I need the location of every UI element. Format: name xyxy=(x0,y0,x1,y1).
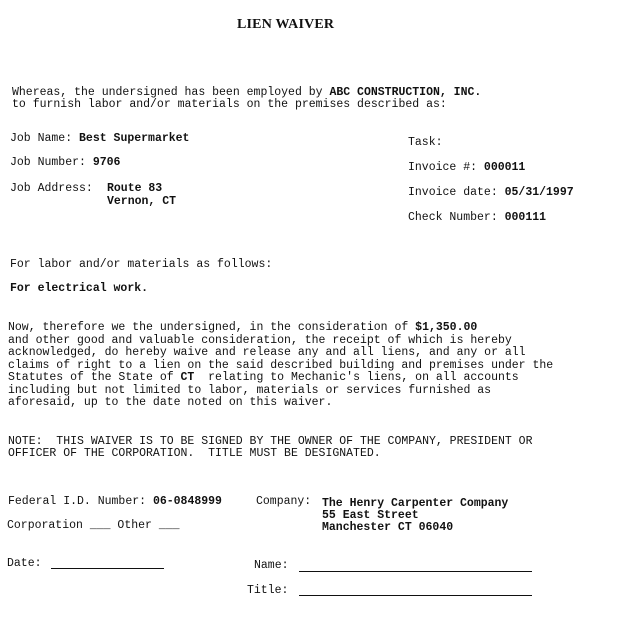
consideration-line1-text: Now, therefore we the undersigned, in the consideration of xyxy=(8,321,416,334)
company-name: The Henry Carpenter Company xyxy=(322,497,509,510)
consideration-line2: and other good and valuable consideration, the receipt of which is hereby xyxy=(8,333,512,347)
check-value: 000111 xyxy=(504,211,547,224)
check-label: Check Number: xyxy=(408,211,498,224)
employer-name: ABC CONSTRUCTION, INC. xyxy=(329,86,482,99)
job-address-line1: Route 83 xyxy=(107,182,163,195)
invoice-row xyxy=(408,161,525,174)
job-name-value: Best Supermarket xyxy=(79,132,190,145)
labor-label: For labor and/or materials as follows: xyxy=(10,258,273,271)
job-name-label: Job Name: xyxy=(10,132,73,145)
note-line1: NOTE: THIS WAIVER IS TO BE SIGNED BY THE OWNER OF THE COMPANY, PRESIDENT OR xyxy=(8,435,533,448)
date-label: Date: xyxy=(7,557,42,570)
company-city: Manchester CT 06040 xyxy=(322,521,454,534)
title-signature-line[interactable] xyxy=(299,595,532,596)
job-number-label: Job Number: xyxy=(10,156,86,169)
federal-id-value: 06-0848999 xyxy=(152,495,222,508)
labor-description: For electrical work. xyxy=(10,282,149,295)
federal-id-label: Federal I.D. Number: xyxy=(8,495,147,508)
consideration-state: CT xyxy=(180,371,195,384)
consideration-line3: acknowledged, do hereby waive and release any and all liens, and any or all xyxy=(8,346,526,359)
consideration-line1 xyxy=(8,321,477,334)
task-label: Task: xyxy=(408,136,443,149)
job-name-row xyxy=(10,132,189,145)
invoice-date-row xyxy=(408,186,574,199)
consideration-line5-suffix: relating to Mechanic's liens, on all accounts xyxy=(194,371,519,384)
check-row xyxy=(408,211,546,224)
corporation-row: Corporation ___ Other ___ xyxy=(7,519,180,532)
federal-id-row xyxy=(8,495,222,508)
consideration-amount: $1,350.00 xyxy=(415,321,478,334)
consideration-line6: including but not limited to labor, materials or services furnished as xyxy=(8,383,492,397)
page-title: LIEN WAIVER xyxy=(237,17,335,32)
name-label: Name: xyxy=(254,559,289,572)
consideration-line7: aforesaid, up to the date noted on this waiver. xyxy=(8,396,333,409)
consideration-line5 xyxy=(8,371,519,384)
consideration-line4: claims of right to a lien on the said described building and premises under the xyxy=(8,358,554,372)
note-line2: OFFICER OF THE CORPORATION. TITLE MUST BE DESIGNATED. xyxy=(8,447,381,460)
job-number-row xyxy=(10,156,120,169)
invoice-label: Invoice #: xyxy=(408,161,478,174)
name-signature-line[interactable] xyxy=(299,571,532,572)
consideration-line5-text: Statutes of the State of xyxy=(8,371,181,384)
title-label: Title: xyxy=(247,584,289,597)
intro-line-2: to furnish labor and/or materials on the premises described as: xyxy=(12,98,447,111)
invoice-value: 000011 xyxy=(483,161,526,174)
consideration-paragraph xyxy=(8,322,553,410)
invoice-date-value: 05/31/1997 xyxy=(504,186,574,199)
company-label: Company: xyxy=(256,495,312,508)
date-signature-line[interactable] xyxy=(51,568,164,569)
company-street: 55 East Street xyxy=(322,509,419,522)
intro-text: Whereas, the undersigned has been employed by xyxy=(12,86,330,99)
job-address-label: Job Address: xyxy=(10,182,93,195)
job-number-value: 9706 xyxy=(92,156,121,169)
invoice-date-label: Invoice date: xyxy=(408,186,498,199)
job-address-line2: Vernon, CT xyxy=(107,195,177,208)
